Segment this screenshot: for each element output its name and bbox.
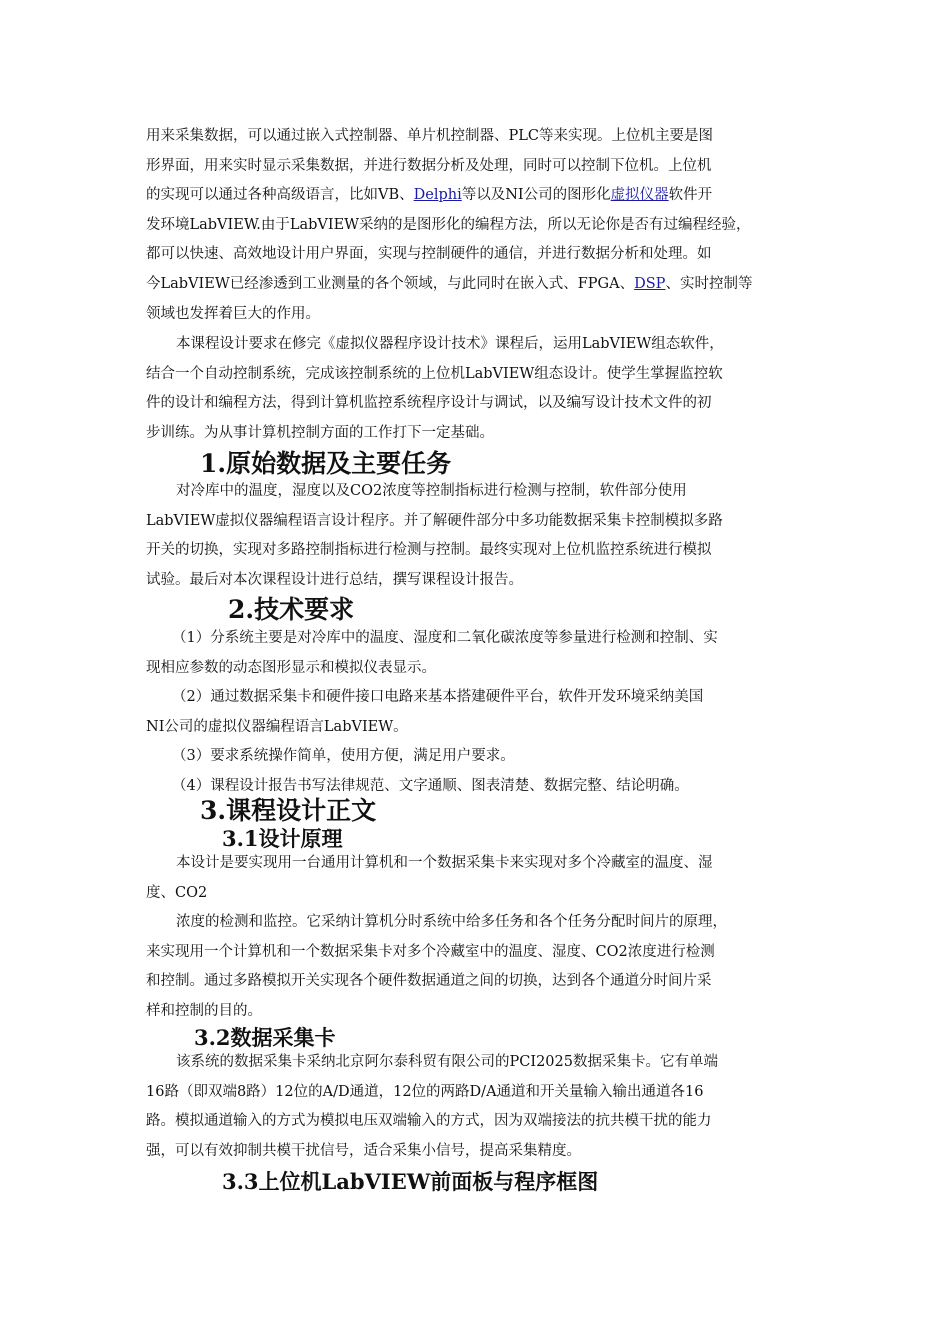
section-3-1-heading: 3.1设计原理 [222, 826, 343, 851]
text-line: 开关的切换，实现对多路控制指标进行检测与控制。最终实现对上位机监控系统进行模拟 [146, 542, 712, 559]
dsp-link[interactable]: DSP [634, 275, 666, 292]
text-line [146, 181, 814, 211]
requirement-3-line: （3）要求系统操作简单，使用方便，满足用户要求。 [172, 748, 515, 765]
text-line: 该系统的数据采集卡采纳北京阿尔泰科贸有限公司的PCI2025数据采集卡。它有单端 [176, 1054, 718, 1070]
text-line: 16路（即双端8路）12位的A/D通道，12位的两路D/A通道和开关量输入输出通道各16 [146, 1083, 704, 1100]
section-3-2-heading: 3.2数据采集卡 [194, 1025, 336, 1050]
text-line: 本课程设计要求在修完《虚拟仪器程序设计技术》课程后，运用LabVIEW组态软件， [176, 336, 724, 352]
text-line: 结合一个自动控制系统，完成该控制系统的上位机LabVIEW组态设计。使学生掌握监控软 [146, 365, 723, 382]
requirement-1-line: 现相应参数的动态图形显示和模拟仪表显示。 [146, 659, 436, 676]
delphi-link[interactable]: Delphi [413, 187, 462, 204]
text-line: 样和控制的目的。 [146, 1002, 262, 1019]
text-line: 强，可以有效抑制共模干扰信号，适合采集小信号，提高采集精度。 [146, 1142, 581, 1159]
requirement-2-line: （2）通过数据采集卡和硬件接口电路来基本搭建硬件平台，软件开发环境采纳美国 [172, 689, 704, 706]
text-line: 件的设计和编程方法，得到计算机监控系统程序设计与调试，以及编写设计技术文件的初 [146, 395, 712, 412]
section-3-1-paragraph [146, 849, 814, 1027]
intro-paragraph [146, 122, 814, 329]
text-line: LabVIEW虚拟仪器编程语言设计程序。并了解硬件部分中多功能数据采集卡控制模拟多路 [146, 512, 723, 529]
requirement-2-line: NI公司的虚拟仪器编程语言LabVIEW。 [146, 718, 408, 735]
text-line: 度、CO2 [146, 884, 208, 901]
text-line: 步训练。为从事计算机控制方面的工作打下一定基础。 [146, 424, 494, 441]
requirement-1-line: （1）分系统主要是对冷库中的温度、湿度和二氧化碳浓度等参量进行检测和控制、实 [172, 630, 718, 646]
text-line: 来实现用一个计算机和一个数据采集卡对多个冷藏室中的温度、湿度、CO2浓度进行检测 [146, 943, 715, 960]
text-line: 本设计是要实现用一台通用计算机和一个数据采集卡来实现对多个冷藏室的温度、湿 [176, 855, 713, 871]
text-line: 领域也发挥着巨大的作用。 [146, 305, 320, 322]
text-line: 对冷库中的温度，湿度以及CO2浓度等控制指标进行检测与控制，软件部分使用 [176, 483, 687, 499]
text-line: 和控制。通过多路模拟开关实现各个硬件数据通道之间的切换，达到各个通道分时间片采 [146, 973, 712, 990]
section-1-paragraph [146, 477, 814, 595]
section-2-requirements [146, 624, 814, 802]
text-span: 等以及NI公司的图形化 [461, 187, 611, 204]
text-line: 浓度的检测和监控。它采纳计算机分时系统中给多任务和各个任务分配时间片的原理， [176, 914, 727, 931]
text-line: 都可以快速、高效地设计用户界面，实现与控制硬件的通信，并进行数据分析和处理。如 [146, 246, 712, 263]
text-line: 路。模拟通道输入的方式为模拟电压双端输入的方式，因为双端接法的抗共模干扰的能力 [146, 1113, 712, 1130]
requirement-4-line: （4）课程设计报告书写法律规范、文字通顺、图表清楚、数据完整、结论明确。 [172, 777, 689, 794]
section-3-3-heading: 3.3上位机LabVIEW前面板与程序框图 [222, 1169, 599, 1194]
text-line [146, 270, 814, 300]
text-span: 的实现可以通过各种高级语言，比如VB、 [146, 187, 414, 204]
text-line: 用来采集数据，可以通过嵌入式控制器、单片机控制器、PLC等来实现。上位机主要是图 [146, 128, 713, 144]
text-line: 形界面，用来实时显示采集数据，并进行数据分析及处理，同时可以控制下位机。上位机 [146, 157, 712, 174]
section-3-heading: 3.课程设计正文 [200, 796, 377, 825]
section-3-2-paragraph [146, 1048, 814, 1166]
section-2-heading: 2.技术要求 [228, 595, 355, 624]
text-span: 、实时控制等 [665, 275, 753, 292]
purpose-paragraph [146, 330, 814, 448]
virtual-instrument-link[interactable]: 虚拟仪器 [610, 187, 669, 204]
text-line: 发环境LabVIEW.由于LabVIEW采纳的是图形化的编程方法，所以无论你是否有过编程经验， [146, 216, 751, 233]
text-span: 今LabVIEW已经渗透到工业测量的各个领域，与此同时在嵌入式、FPGA、 [146, 275, 635, 292]
text-span: 软件开 [668, 187, 713, 204]
section-1-heading: 1.原始数据及主要任务 [200, 449, 452, 478]
text-line: 试验。最后对本次课程设计进行总结，撰写课程设计报告。 [146, 571, 523, 588]
